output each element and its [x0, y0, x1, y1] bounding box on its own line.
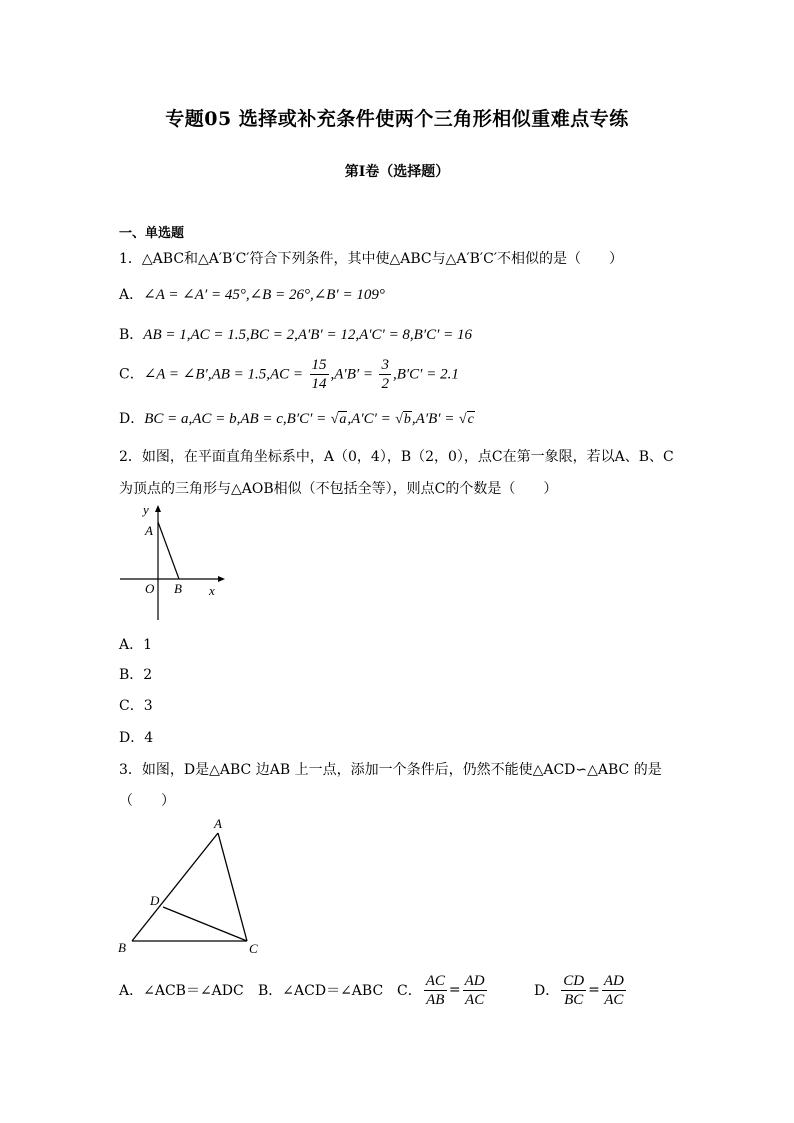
q1-option-a [119, 284, 385, 304]
q1-stem: 1．△ABC和△A′B′C′符合下列条件，其中使△ABC与△A′B′C′不相似的是（ ） [119, 251, 624, 267]
label-a: A [145, 523, 153, 538]
option-prefix: D． [119, 411, 145, 427]
label-o: O [145, 581, 155, 596]
fraction [463, 972, 487, 1009]
label-y: y [143, 502, 149, 517]
denominator: AB [426, 991, 445, 1008]
option-prefix: B． [119, 327, 144, 343]
fraction [561, 972, 586, 1009]
sqrt: √a [330, 412, 347, 427]
q1-option-d-math3: ,A′B′ = [411, 411, 455, 427]
q3-option-b: B．∠ACD＝∠ABC [258, 983, 384, 999]
label-b: B [174, 581, 182, 596]
q3-stem-line1: 3．如图，D是△ABC 边AB 上一点，添加一个条件后，仍然不能使△ACD∽△ABC 的是 [119, 762, 662, 778]
section-subtitle: 第I卷（选择题） [344, 164, 450, 180]
q3-stem-line2: （ ） [119, 793, 175, 809]
numerator: AD [603, 972, 624, 989]
equals-sign: = [448, 982, 461, 998]
denominator: 14 [311, 376, 327, 392]
q3-option-c [397, 968, 489, 1012]
q2-option-a: A．1 [119, 637, 153, 653]
q3-triangle-figure [110, 812, 270, 962]
numerator: AD [464, 972, 485, 989]
q1-option-c [119, 356, 459, 393]
q2-option-d: D．4 [119, 730, 154, 746]
q1-option-d-math2: ,A′C′ = [347, 411, 391, 427]
label-a: A [214, 816, 222, 831]
side-ac [218, 833, 247, 941]
option-prefix: D． [534, 983, 560, 999]
segment-dc [163, 907, 247, 941]
fraction [602, 972, 626, 1009]
numerator: 3 [381, 357, 389, 373]
denominator: BC [564, 991, 584, 1008]
denominator: 2 [381, 376, 389, 392]
numerator: AC [425, 972, 445, 989]
fraction [379, 356, 391, 393]
denominator: AC [604, 991, 624, 1008]
q1-option-c-math3: ,B′C′ = 2.1 [392, 366, 459, 383]
q3-option-d [534, 968, 628, 1012]
radicand: b [403, 412, 411, 427]
fraction [424, 972, 447, 1009]
denominator: AC [465, 991, 485, 1008]
numerator: 15 [311, 357, 327, 373]
x-axis-arrow [218, 576, 225, 582]
q1-option-b-math: AB = 1,AC = 1.5,BC = 2,A′B′ = 12,A′C′ = 8,B′C′ = 16 [143, 327, 473, 343]
label-c: C [249, 941, 258, 956]
q1-option-d [119, 408, 475, 428]
q1-option-b [119, 324, 472, 344]
label-b: B [118, 940, 126, 955]
q2-coordinate-figure [115, 500, 235, 625]
section-heading: 一、单选题 [119, 226, 185, 241]
page-title: 专题05 选择或补充条件使两个三角形相似重难点专练 [165, 108, 629, 130]
q2-stem-line1: 2．如图，在平面直角坐标系中，A（0，4），B（2，0），点C在第一象限，若以A、B、C [119, 449, 674, 465]
y-axis-arrow [155, 505, 161, 512]
label-d: D [150, 893, 160, 908]
q2-stem-line2: 为顶点的三角形与△AOB相似（不包括全等），则点C的个数是（ ） [119, 481, 558, 497]
q2-option-c: C．3 [119, 698, 153, 714]
q1-option-a-math: ∠A = ∠A′ = 45°,∠B = 26°,∠B′ = 109° [143, 287, 385, 303]
fraction [310, 356, 329, 393]
q1-option-c-math2: ,A′B′ = [330, 366, 374, 383]
q1-option-d-math1: BC = a,AC = b,AB = c,B′C′ = [144, 411, 327, 427]
segment-ab [158, 522, 179, 579]
q3-option-a: A．∠ACB＝∠ADC [119, 983, 244, 999]
radicand: c [467, 412, 474, 427]
q3-options [119, 968, 679, 1012]
q1-option-c-math1: ∠A = ∠B′,AB = 1.5,AC = [143, 366, 304, 383]
q2-option-b: B．2 [119, 667, 153, 683]
option-prefix: C． [119, 366, 144, 383]
side-ab [132, 833, 218, 941]
equals-sign: = [588, 982, 600, 998]
sqrt: √b [395, 412, 411, 427]
sqrt: √c [458, 412, 474, 427]
option-prefix: A． [119, 287, 144, 303]
numerator: CD [563, 972, 585, 989]
radicand: a [339, 412, 347, 427]
option-prefix: C． [397, 983, 422, 999]
label-x: x [209, 583, 215, 598]
